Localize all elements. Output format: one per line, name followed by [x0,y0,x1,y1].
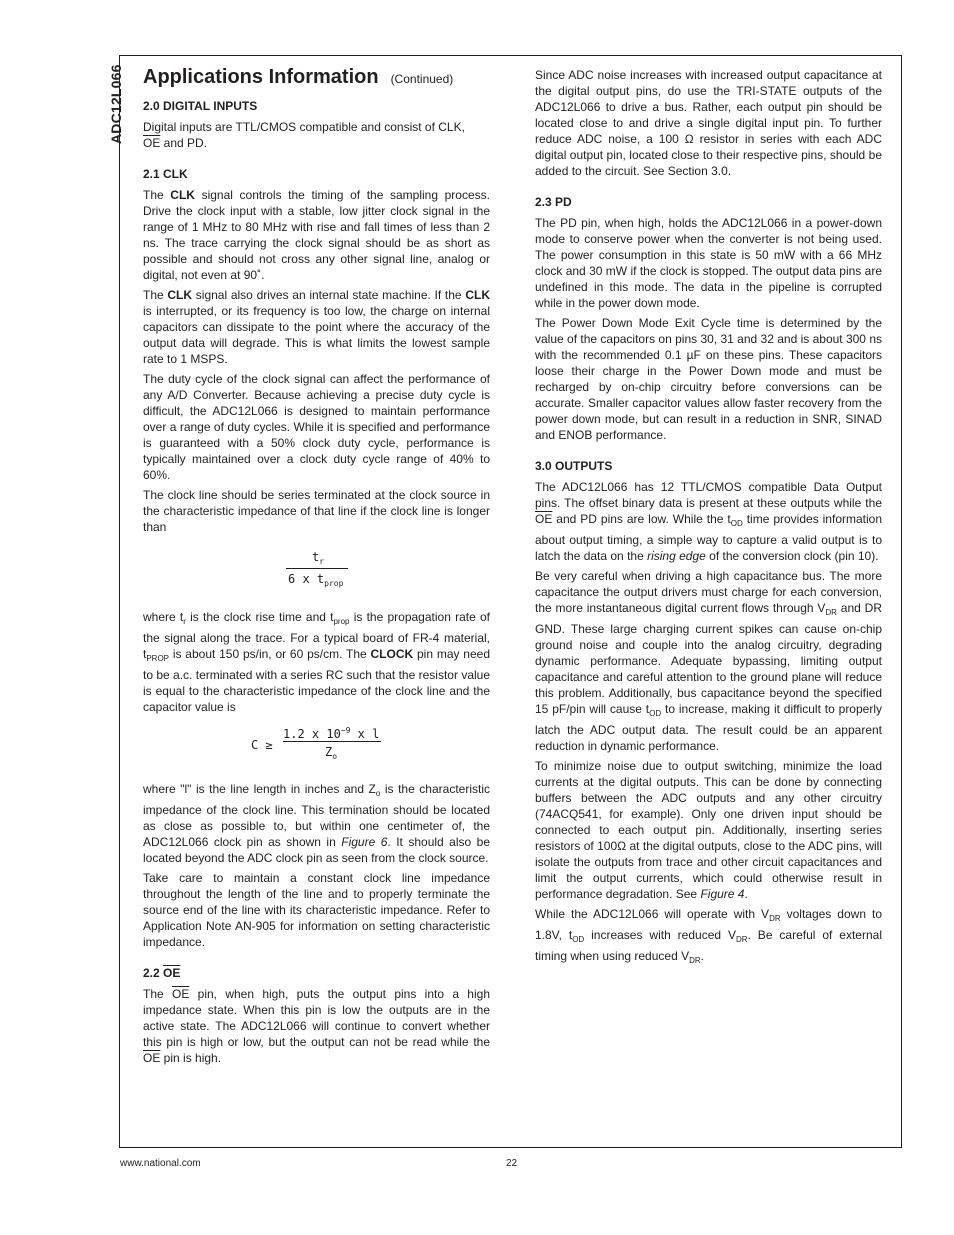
page-title [143,64,490,92]
left-column [143,64,490,1070]
section-2-1-paragraph-7: Take care to maintain a constant clock line impedance throughout the length of the line and to properly terminate the source end of the line with its characteristic impedance. Refer to Application Note AN-905 for information on setting characteristic impedance. [143,871,490,949]
clock-length-formula: $t_r$ 6 x $t_{prop}$ [143,539,490,609]
continued-label: (Continued) [390,72,454,86]
section-2-1-paragraph-4: The clock line should be series terminated at the clock source in the characteristic impedance of that line if the clock line is longer than [143,488,490,534]
side-part-number [88,54,124,164]
section-2-3-heading: 2.3 PD [535,195,572,209]
section-2-3-paragraph-2: The Power Down Mode Exit Cycle time is determined by the value of the capacitors on pins 30, 31 and 32 and is about 300 ns with the recommended 0.1 µF on these pins. These capacitors loose their charge in the Power Down mode and must be recharged by on-chip circuitry before conversions can be accurate. Smaller capacitor values allow faster recovery from the power down mode, but can result in a reduction in SNR, SINAD and ENOB performance. [535,316,882,442]
footer-url[interactable]: www.national.com [120,1158,201,1169]
page-number: 22 [506,1158,518,1169]
section-2-1-paragraph-6: where "l" is the line length in inches and $Z_o$ is the characteristic impedance of the clock line. This termination should be located as close as possible to, but within one centimeter of, the ADC12L066 clock pin as shown in Figure 6. It should also be located beyond the ADC clock pin as seen from the clock source. [143,782,491,865]
section-2-0-heading: 2.0 DIGITAL INPUTS [143,99,258,113]
section-3-0-heading: 3.0 OUTPUTS [535,459,613,473]
section-2-1-paragraph-2: The CLK signal also drives an internal state machine. If the CLK is interrupted, or its frequency is too low, the charge on internal capacitors can dissipate to the point where the accuracy of the output data will degrade. This is what limits the lowest sample rate to 1 MSPS. [143,288,490,366]
page-title-text: Applications Information [143,66,379,88]
section-2-1-paragraph-3: The duty cycle of the clock signal can affect the performance of any A/D Converter. Because achieving a precise duty cycle is difficult, the ADC12L066 is designed to maintain performance over a range of duty cycles. While it is specified and performance is guaranteed with a 50% clock duty cycle, performance is typically maintained over a clock duty cycle range of 40% to 60%. [143,372,490,482]
output-noise-paragraph: Since ADC noise increases with increased output capacitance at the digital output pins, do use the TRI-STATE outputs of the ADC12L066 to drive a bus. Rather, each output pin should be located close to and drive a single digital input pin. To further reduce ADC noise, a 100 Ω resistor in series with each ADC digital output pin, located close to their respective pins, should be added to the circuit. See Section 3.0. [535,68,882,178]
section-2-2-heading: 2.2 OE [143,966,181,980]
section-3-0-paragraph-3: To minimize noise due to output switching, minimize the load currents at the digital outputs. This can be done by connecting buffers between the ADC outputs and any other circuitry (74ACQ541, for example). Only one driven input should be connected to each output pin. Additionally, inserting series resistors of 100Ω at the digital outputs, close to the ADC pins, will isolate the outputs from trace and other circuit capacitances and limit the output currents, which could otherwise result in performance degradation. See Figure 4. [535,759,882,901]
capacitor-formula: C ≥ 1.2 x $10^{-9}$ x l $Z_o$ [251,726,380,761]
section-2-3-paragraph-1: The PD pin, when high, holds the ADC12L066 in a power-down mode to conserve power when the converter is not being used. The power consumption in this state is 50 mW with a 66 MHz clock and 30 mW if the clock is stopped. The output data pins are undefined in this mode. The data in the pipeline is corrupted while in the power down mode. [535,216,882,310]
section-3-0-paragraph-4: While the ADC12L066 will operate with $V_{DR}$ voltages down to 1.8V, $t_{OD}$ increases with reduced $V_{DR}$. Be careful of external timing when using reduced $V_{DR}$. [535,907,882,965]
section-2-1-heading: 2.1 CLK [143,167,188,181]
section-2-1-paragraph-1: The CLK signal controls the timing of the sampling process. Drive the clock input with a stable, low jitter clock signal in the range of 1 MHz to 80 MHz with rise and fall times of less than 2 ns. The trace carrying the clock signal should be as short as possible and should not cross any other signal line, analog or digital, not even at 90˚. [143,188,490,282]
section-2-1-paragraph-5: where $t_r$ is the clock rise time and $t_{prop}$ is the propagation rate of the signal along the trace. For a typical board of FR-4 material, $t_{PROP}$ is about 150 ps/in, or 60 ps/cm. The CLOCK pin may need to be a.c. terminated with a series RC such that the resistor value is equal to the characteristic impedance of the clock line and the capacitor value is [143,610,490,714]
section-2-2-paragraph: The $\overline{OE}$ pin, when high, puts the output pins into a high impedance state. When this pin is low the outputs are in the active state. The ADC12L066 will continue to convert whether this pin is high or low, but the output can not be read while the $\overline{OE}$ pin is high. [143,987,490,1065]
oe-overline: $\overline{OE}$ [143,136,161,150]
section-3-0-paragraph-2: Be very careful when driving a high capacitance bus. The more capacitance the output drivers must charge for each conversion, the more instantaneous digital current flows through $V_{DR}$ and DR GND. These large charging current spikes can cause on-chip ground noise and couple into the analog circuitry, degrading dynamic performance. Adequate bypassing, limiting output capacitance and careful attention to the ground plane will reduce this problem. Additionally, bus capacitance beyond the specified 15 pF/pin will cause $t_{OD}$ to increase, making it difficult to properly latch the ADC output data. The result could be an apparent reduction in dynamic performance. [535,569,882,753]
section-3-0-paragraph-1: The ADC12L066 has 12 TTL/CMOS compatible Data Output pins. The offset binary data is present at these outputs while the $\overline{OE}$ and PD pins are low. While the $t_{OD}$ time provides information about output timing, a simple way to capture a valid output is to latch the data on the rising edge of the conversion clock (pin 10). [535,480,883,563]
right-column [535,67,882,973]
side-part-number-text: ADC12L066 [108,64,124,144]
section-2-0-paragraph: Digital inputs are TTL/CMOS compatible and consist of CLK, $\overline{OE}$ and PD. [143,120,465,150]
